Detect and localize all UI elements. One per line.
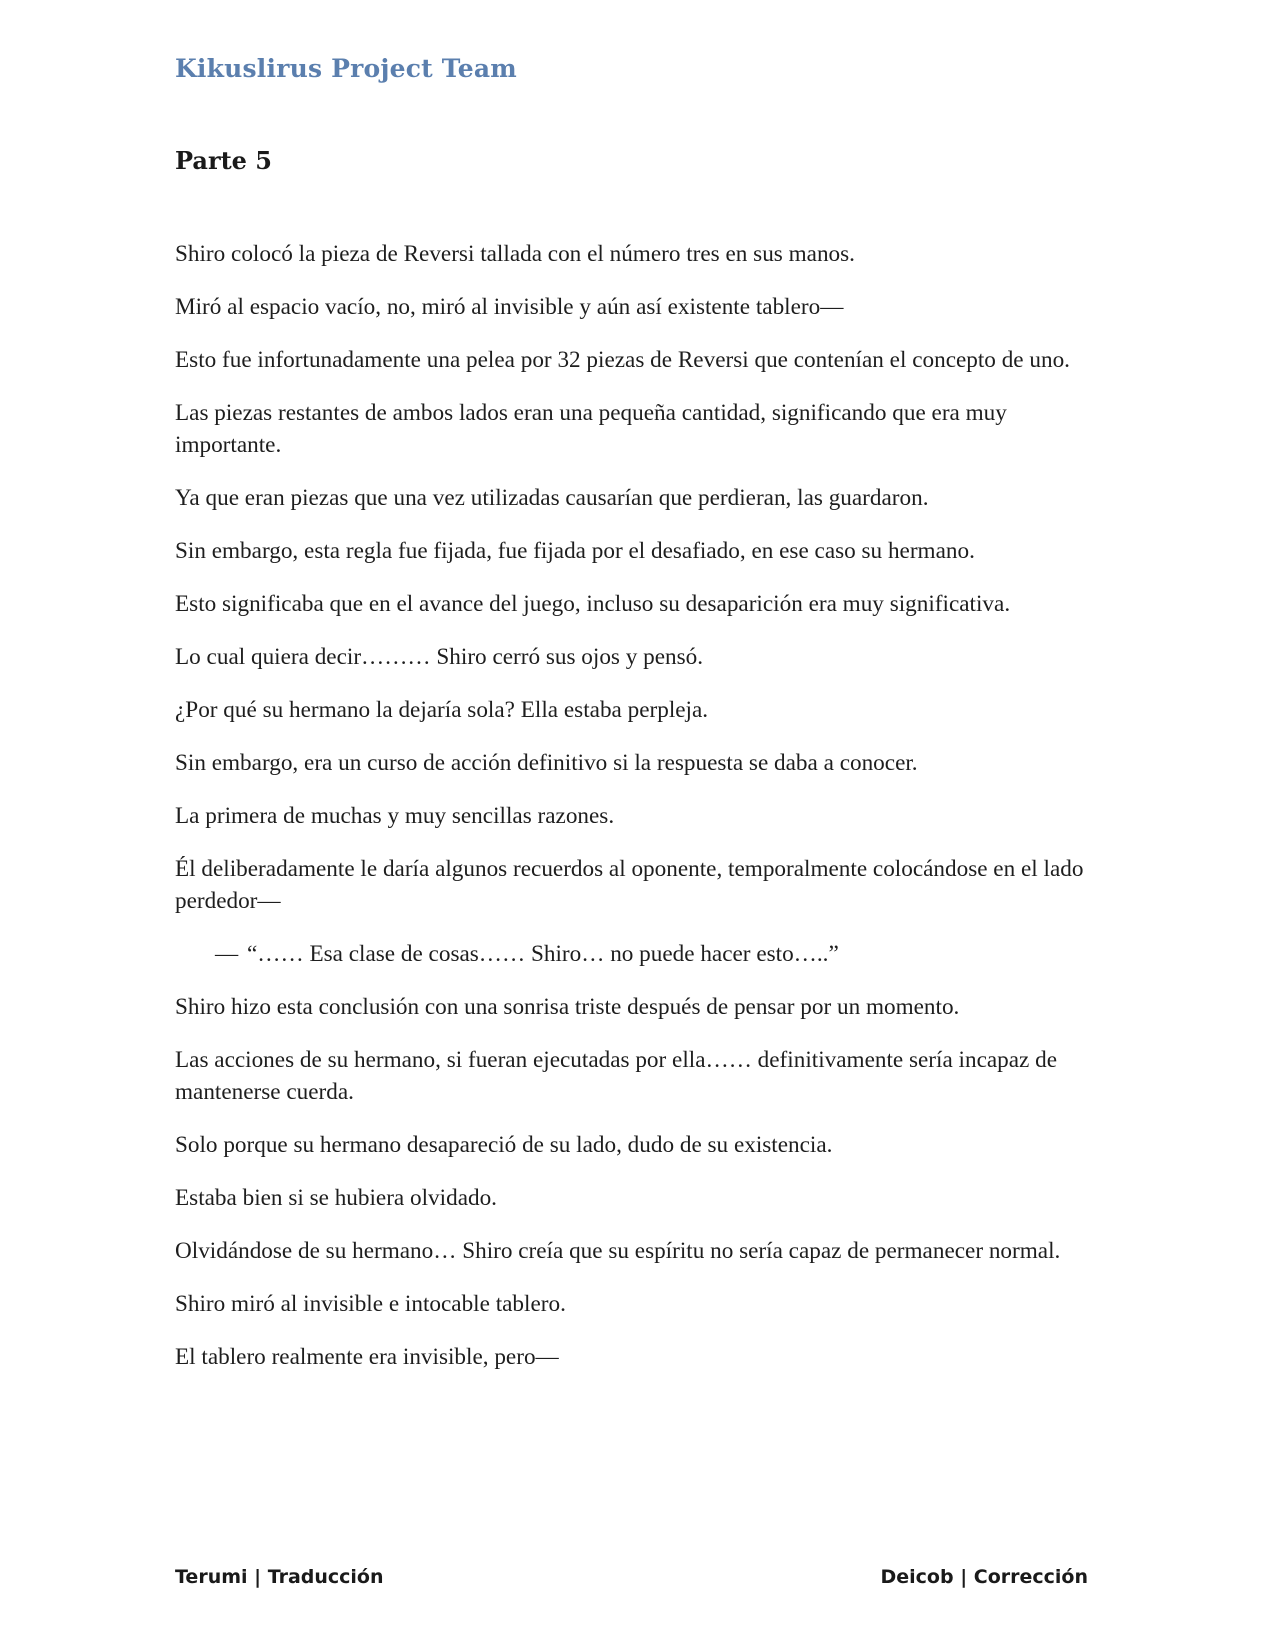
paragraph: Las acciones de su hermano, si fueran ejecutadas por ella…… definitivamente sería incapaz de mantenerse cuerda. [175,1047,1058,1105]
paragraph: Olvidándose de su hermano… Shiro creía que su espíritu no sería capaz de permanecer normal. [175,1238,1061,1264]
paragraph: Shiro colocó la pieza de Reversi tallada con el número tres en sus manos. [175,241,855,267]
paragraph: Shiro hizo esta conclusión con una sonrisa triste después de pensar por un momento. [175,994,960,1020]
paragraph: Las piezas restantes de ambos lados eran una pequeña cantidad, significando que era muy importante. [175,400,1007,458]
dialogue-line [175,938,1095,970]
paragraph: Esto fue infortunadamente una pelea por 32 piezas de Reversi que contenían el concepto de uno. [175,347,1070,373]
paragraph: El tablero realmente era invisible, pero— [175,1344,559,1370]
paragraph: Miró al espacio vacío, no, miró al invisible y aún así existente tablero— [175,294,844,320]
paragraph: Sin embargo, esta regla fue fijada, fue fijada por el desafiado, en ese caso su hermano. [175,538,975,564]
paragraph: La primera de muchas y muy sencillas razones. [175,803,615,829]
paragraph: Shiro miró al invisible e intocable tablero. [175,1291,566,1317]
footer-translator-credit: Terumi | Traducción [175,1566,384,1588]
paragraph: Esto significaba que en el avance del juego, incluso su desaparición era muy significativa. [175,591,1011,617]
dialogue-dash: — [215,941,239,967]
paragraph: Estaba bien si se hubiera olvidado. [175,1185,497,1211]
dialogue-text: “…… Esa clase de cosas…… Shiro… no puede hacer esto…..” [247,941,839,967]
paragraph: Sin embargo, era un curso de acción definitivo si la respuesta se daba a conocer. [175,750,918,776]
paragraph: ¿Por qué su hermano la dejaría sola? Ella estaba perpleja. [175,697,709,723]
paragraph: Lo cual quiera decir……… Shiro cerró sus ojos y pensó. [175,644,704,670]
header-title: Kikuslirus Project Team [175,54,517,83]
paragraph: Solo porque su hermano desapareció de su lado, dudo de su existencia. [175,1132,833,1158]
paragraph: Ya que eran piezas que una vez utilizadas causarían que perdieran, las guardaron. [175,485,929,511]
paragraph: Él deliberadamente le daría algunos recuerdos al oponente, temporalmente colocándose en el lado perdedor— [175,856,1084,914]
footer-editor-credit: Deicob | Corrección [880,1566,1088,1588]
section-title: Parte 5 [175,146,273,175]
body-text [175,238,1095,1394]
